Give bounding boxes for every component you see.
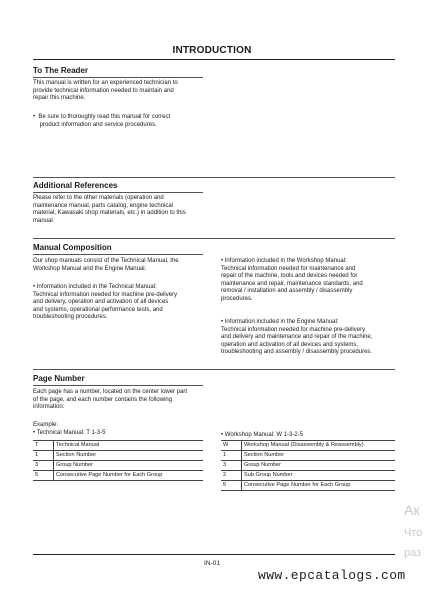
text-line: Our shop manuals consist of the Technical Manual, the [33, 258, 179, 264]
text-line: Please refer to the other materials (operation and [33, 195, 164, 201]
left-table-label: • Technical Manual: T 1-3-5 [33, 430, 106, 436]
page-number-rule [33, 385, 203, 386]
page-number-paragraph [33, 389, 187, 412]
table-row [221, 471, 395, 481]
table-cell: Group Number [242, 461, 396, 471]
to-reader-rule [33, 77, 203, 78]
footer-rule [33, 554, 395, 555]
table-row [221, 451, 395, 461]
table-cell: Workshop Manual (Disassembly & Reassembly) [242, 441, 396, 451]
text-line: maintenance and repair, maintenance standards, and [221, 280, 363, 287]
to-reader-heading: To The Reader [33, 66, 88, 75]
text-line: and delivery and maintenance and repair of the machine, [221, 334, 373, 341]
composition-rule [33, 254, 203, 255]
text-line: operation and activation of all devices and systems, [221, 341, 359, 348]
table-row [221, 461, 395, 471]
text-line: provide technical information needed to maintain and [33, 87, 174, 94]
additional-paragraph [33, 195, 186, 225]
composition-right-bullet-engine [221, 319, 372, 357]
table-cell: T [33, 441, 54, 451]
to-reader-paragraph [33, 80, 178, 103]
table-cell: Consecutive Page Number for Each Group [54, 471, 204, 481]
text-line: and delivery, operation and activation of all devices [33, 299, 169, 306]
title-rule [33, 59, 395, 60]
composition-heading: Manual Composition [33, 243, 112, 252]
table-cell: W [221, 441, 242, 451]
text-line: repair this machine. [33, 95, 86, 102]
table-cell: Technical Manual [54, 441, 204, 451]
section-divider [33, 238, 395, 239]
table-cell: 1 [221, 451, 242, 461]
text-line: troubleshooting and assembly / disassembly procedures. [221, 349, 373, 356]
text-line: Technical information needed for maintenance and [221, 265, 356, 272]
watermark-text: www.epcatalogs.com [258, 568, 406, 583]
technical-manual-table [33, 440, 203, 481]
to-reader-bullet [33, 114, 170, 129]
overlay-text: Что [404, 527, 423, 539]
table-cell: Sub Group Number [242, 471, 396, 481]
text-line: manual. [33, 217, 55, 224]
overlay-text: раз [404, 547, 422, 559]
table-row [33, 461, 203, 471]
text-line: • Be sure to thoroughly read this manual for correct [33, 114, 171, 120]
text-line: • Information included in the Engine Manual: [221, 319, 339, 325]
table-row [221, 441, 395, 451]
text-line: Technical information needed for machine pre-delivery [33, 291, 178, 298]
composition-left-para [33, 258, 179, 273]
table-cell: 3 [33, 461, 54, 471]
table-cell: 2 [221, 471, 242, 481]
table-cell: Section Number [54, 451, 204, 461]
text-line: material, Kawasaki shop materials, etc.) in addition to this [33, 210, 186, 217]
table-cell: 5 [221, 481, 242, 491]
text-line: This manual is written for an experienced technician to [33, 80, 178, 86]
table-cell: Group Number [54, 461, 204, 471]
table-cell: Section Number [242, 451, 396, 461]
composition-left-bullet [33, 284, 177, 322]
table-row [221, 481, 395, 491]
text-line: procedures. [221, 295, 253, 302]
text-line: of the page, and each number contains the following [33, 396, 173, 403]
text-line: and systems, operational performance tests, and [33, 306, 163, 313]
table-cell: 3 [221, 461, 242, 471]
text-line: maintenance manual, parts catalog, engine technical [33, 202, 174, 209]
page-number-heading: Page Number [33, 374, 85, 383]
page-title: INTRODUCTION [172, 45, 252, 56]
section-divider [33, 177, 395, 178]
overlay-text: Ак [404, 502, 420, 518]
workshop-manual-table [221, 440, 395, 491]
text-line: Each page has a number, located on the center lower part [33, 389, 188, 395]
additional-heading: Additional References [33, 181, 118, 190]
table-cell: 1 [33, 451, 54, 461]
text-line: repair of the machine, tools and devices needed for [221, 273, 358, 280]
table-row [33, 471, 203, 481]
page-footer-number: IN-01 [204, 560, 220, 567]
text-line: troubleshooting procedures. [33, 314, 108, 321]
additional-rule [33, 192, 203, 193]
text-line: information: [33, 404, 65, 411]
composition-right-bullet-workshop [221, 258, 363, 304]
text-line: • Information included in the Workshop Manual: [221, 258, 347, 264]
text-line: Technical information needed for machine pre-delivery [221, 326, 366, 333]
table-row [33, 441, 203, 451]
example-label: Example: [33, 422, 59, 428]
text-line: removal / installation and assembly / disassembly [221, 288, 353, 295]
section-divider [33, 369, 395, 370]
right-table-label: • Workshop Manual: W 1-3-2-5 [221, 432, 304, 438]
text-line: product information and service procedures. [33, 121, 157, 128]
table-row [33, 451, 203, 461]
text-line: • Information included in the Technical Manual: [33, 284, 157, 290]
table-cell: 5 [33, 471, 54, 481]
table-cell: Consecutive Page Number for Each Group [242, 481, 396, 491]
text-line: Workshop Manual and the Engine Manual. [33, 265, 147, 272]
